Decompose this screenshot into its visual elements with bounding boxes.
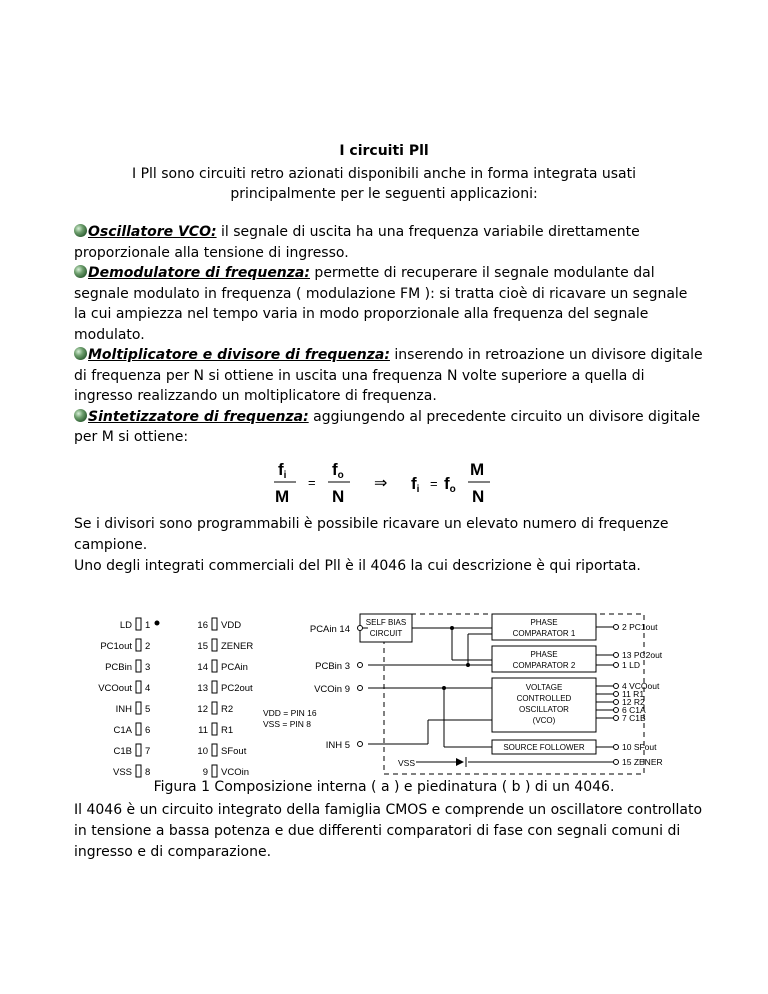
svg-text:COMPARATOR 1: COMPARATOR 1	[512, 629, 576, 638]
item-text: inserendo in retroazione un divisore digitale di frequenza per N si ottiene in uscita una frequenza N volte superiore a quella di ingresso realizzando un moltiplicatore di frequenza.	[74, 347, 703, 404]
input-terminal	[358, 663, 363, 668]
output-terminal	[614, 684, 619, 689]
pin-number: 13	[197, 683, 208, 694]
item-text: permette di recuperare il segnale modulante dal segnale modulato in frequenza ( modulazione FM ): si tratta cioè di ricavare un segnale la cui ampiezza nel tempo varia in modo proporzionale alla frequenza del segnale modulato.	[74, 265, 688, 343]
formula-N-2: N	[472, 487, 485, 506]
formula-equals-2: =	[430, 476, 438, 491]
output-label: 13 PC2out	[622, 650, 663, 660]
input-label: VCOin 9	[314, 684, 350, 695]
output-terminal	[614, 708, 619, 713]
pin-label: PCAin	[221, 662, 248, 673]
pin-number: 12	[197, 704, 208, 715]
green-ball-bullet-icon	[74, 347, 87, 360]
svg-text:CONTROLLED: CONTROLLED	[516, 694, 572, 703]
list-item	[74, 407, 704, 448]
item-text: il segnale di uscita ha una frequenza variabile direttamente proporzionale alla tensione di ingresso.	[74, 224, 640, 261]
pin-label: VCOout	[98, 683, 132, 694]
pin-number: 6	[145, 725, 151, 736]
formula-fo-2: fo	[444, 474, 456, 495]
svg-text:PHASE: PHASE	[530, 618, 558, 627]
supply-note-vss: VSS = PIN 8	[263, 719, 311, 729]
pin-box	[212, 660, 217, 672]
pin-number: 2	[145, 641, 151, 652]
pin-box	[136, 660, 141, 672]
pin-label: PC1out	[100, 641, 132, 652]
output-label: 4 VCOout	[622, 681, 660, 691]
pin-box	[136, 681, 141, 693]
pin-box	[136, 723, 141, 735]
vss-label: VSS	[398, 758, 416, 768]
paragraph: Uno degli integrati commerciali del Pll è il 4046 la cui descrizione è qui riportata.	[74, 558, 641, 574]
pin-box	[212, 639, 217, 651]
pin-number: 4	[145, 683, 151, 694]
pin-box	[136, 702, 141, 714]
pin-label: VSS	[112, 767, 132, 778]
output-label: 6 C1A	[622, 705, 646, 715]
pin-box	[212, 723, 217, 735]
formula-fi-2: fi	[411, 474, 420, 495]
output-terminal	[614, 716, 619, 721]
output-terminal	[614, 653, 619, 658]
pin-label: PC2out	[221, 683, 253, 694]
output-label: 1 LD	[622, 660, 640, 670]
item-text: aggiungendo al precedente circuito un divisore digitale per M si ottiene:	[74, 408, 701, 445]
pin-box	[212, 681, 217, 693]
pin-number: 15	[197, 641, 208, 652]
pin-label: C1A	[113, 725, 132, 736]
paragraph: Se i divisori sono programmabili è possibile ricavare un elevato numero di frequenze campione.	[74, 516, 669, 553]
pin-number: 3	[145, 662, 151, 673]
pin-box	[212, 702, 217, 714]
output-terminal	[614, 625, 619, 630]
pin-number: 1	[145, 620, 151, 631]
pin-label: R1	[221, 725, 234, 736]
pin-box	[212, 618, 217, 630]
output-label: 15 ZENER	[622, 757, 663, 767]
input-terminal	[358, 686, 363, 691]
intro-paragraph: I Pll sono circuiti retro azionati disponibili anche in forma integrata usati principalmente per le seguenti applicazioni:	[132, 166, 636, 202]
pin-number: 10	[197, 746, 208, 757]
implies-arrow-icon: ⇒	[374, 475, 388, 492]
svg-text:OSCILLATOR: OSCILLATOR	[519, 705, 569, 714]
list-item	[74, 222, 704, 263]
pin-number: 7	[145, 746, 151, 757]
pin-label: ZENER	[221, 641, 254, 652]
output-terminal	[614, 760, 619, 765]
pin-number: 16	[197, 620, 208, 631]
green-ball-bullet-icon	[74, 265, 87, 278]
application-list	[74, 222, 704, 448]
pin-number: 8	[145, 767, 151, 778]
pin-number: 9	[202, 767, 208, 778]
pin-number: 14	[197, 662, 208, 673]
item-term: Oscillatore VCO:	[88, 224, 217, 240]
item-term: Sintetizzatore di frequenza:	[88, 408, 309, 425]
pin-number: 5	[145, 704, 151, 715]
pin-label: VDD	[221, 620, 242, 631]
supply-note-vdd: VDD = PIN 16	[263, 708, 317, 718]
ic-4046-figure	[98, 610, 678, 780]
body-text	[74, 514, 714, 577]
input-terminal	[358, 626, 363, 631]
pin1-marker-icon	[155, 621, 160, 626]
svg-text:VOLTAGE: VOLTAGE	[525, 683, 563, 692]
pin-label: PCBin	[105, 662, 132, 673]
pin-box	[212, 765, 217, 777]
formula-M: M	[275, 487, 290, 506]
output-label: 12 R2	[622, 697, 645, 707]
svg-text:COMPARATOR 2: COMPARATOR 2	[512, 661, 576, 670]
figure-caption: Figura 1 Composizione interna ( a ) e piedinatura ( b ) di un 4046.	[153, 779, 615, 795]
pin-label: LD	[119, 620, 132, 631]
svg-text:CIRCUIT: CIRCUIT	[369, 629, 403, 638]
pin-box	[136, 765, 141, 777]
frequency-formula	[270, 457, 500, 509]
svg-text:SOURCE FOLLOWER: SOURCE FOLLOWER	[503, 743, 585, 752]
input-label: INH 5	[325, 740, 350, 751]
block-diagram	[360, 614, 644, 774]
formula-M-2: M	[470, 460, 485, 479]
paragraph: Il 4046 è un circuito integrato della famiglia CMOS e comprende un oscillatore controllato in tensione a bassa potenza e due differenti comparatori di fase con segnali comuni di ingresso e di comparazione.	[74, 802, 703, 860]
pin-box	[136, 639, 141, 651]
green-ball-bullet-icon	[74, 224, 87, 237]
output-label: 10 SFout	[622, 742, 657, 752]
input-terminal	[358, 742, 363, 747]
output-terminal	[614, 663, 619, 668]
output-label: 7 C1B	[622, 713, 646, 723]
green-ball-bullet-icon	[74, 409, 87, 422]
formula-fo: fo	[332, 460, 344, 481]
formula-equals: =	[308, 475, 316, 490]
pin-box	[136, 618, 141, 630]
list-item	[74, 345, 704, 407]
formula-fi: fi	[278, 460, 287, 481]
output-label: 2 PC1out	[622, 622, 658, 632]
pin-label: C1B	[113, 746, 132, 757]
svg-text:(VCO): (VCO)	[532, 716, 556, 725]
item-term: Moltiplicatore e divisore di frequenza:	[88, 347, 390, 363]
pin-number: 11	[198, 725, 208, 736]
pin-label: VCOin	[221, 767, 249, 778]
svg-text:PHASE: PHASE	[530, 650, 558, 659]
output-label: 11 R1	[622, 689, 645, 699]
page-title: I circuiti Pll	[339, 143, 429, 159]
item-term: Demodulatore di frequenza:	[88, 265, 310, 281]
output-terminal	[614, 700, 619, 705]
input-label: PCAin 14	[309, 624, 350, 635]
pin-label: SFout	[221, 746, 247, 757]
pin-box	[136, 744, 141, 756]
pinout-diagram	[98, 618, 317, 778]
output-terminal	[614, 745, 619, 750]
pin-box	[212, 744, 217, 756]
pin-label: R2	[221, 704, 234, 715]
list-item	[74, 263, 704, 345]
output-terminal	[614, 692, 619, 697]
formula-N: N	[332, 487, 345, 506]
input-label: PCBin 3	[315, 661, 350, 672]
pin-label: INH	[115, 704, 132, 715]
svg-text:SELF BIAS: SELF BIAS	[365, 618, 407, 627]
